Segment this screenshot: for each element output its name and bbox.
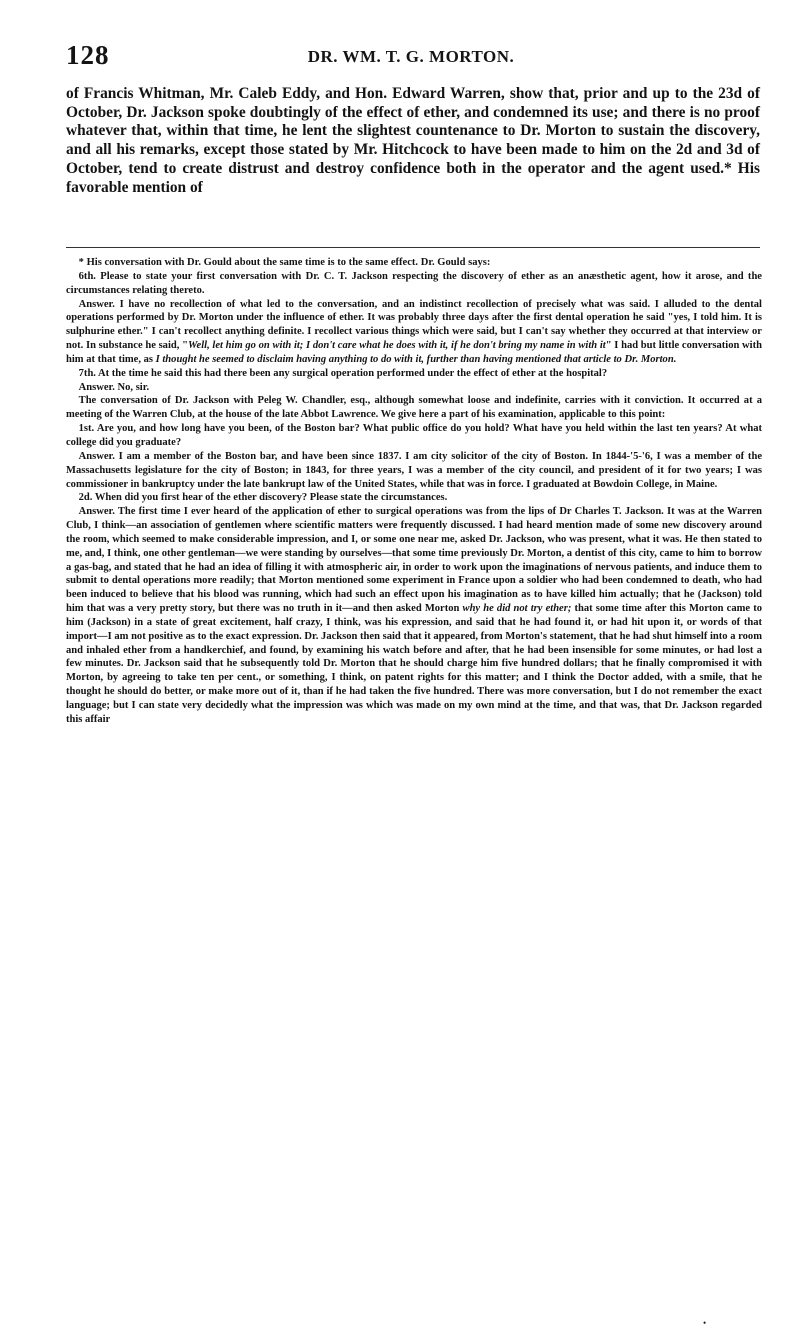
main-text: [66, 85, 760, 197]
answer-6-text-2: " I had but little conversation with him at that time, as: [66, 340, 762, 365]
question-1: 1st. Are you, and how long have you been, of the Boston bar? What public office do you hold? What have you held within the last ten years? At what college did you graduate?: [66, 423, 762, 448]
running-title: DR. WM. T. G. MORTON.: [307, 47, 515, 66]
question-7: 7th. At the time he said this had there been any surgical operation performed under the effect of ether at the hospital?: [78, 367, 608, 379]
answer-7: Answer. No, sir.: [78, 381, 150, 393]
footnote-intro: * His conversation with Dr. Gould about the same time is to the same effect. Dr. Gould says:: [78, 257, 491, 268]
answer-2-text-2: that some time after this Morton came to him (Jackson) in a state of great excitement, half crazy, I think, was his expression, and said that he had found it, or had hit upon it, or words of that import—I am not positive as to the exact expression. Dr. Jackson then said that it appeared, from Morton's statement, that he had shut himself into a room and inhaled ether from a handkerchief, and found, by examining his watch before and after, that he had been insensible for some minutes, or had lost a few minutes. Dr. Jackson said that he subsequently told Dr. Morton that he should charge him five hundred dollars; that he finally compromised it with Morton, by agreeing to take ten per cent., or something, I think, on patent rights for this matter; and I think the Doctor added, with a smile, that he thought he should do better, or make more out of it, than if he had taken the five hundred. There was more conversation, but I do not remember the exact language; but I can state very decidedly what the impression was which was made on my own mind at the time, and that was, that Dr. Jackson regarded this affair: [66, 603, 763, 725]
page-header: [66, 40, 756, 70]
page-number: 128: [66, 40, 110, 70]
answer-6-quote: Well, let him go on with it; I don't care what he does with it, if he don't bring my name in with it: [187, 340, 606, 352]
answer-6-emphasis: I thought he seemed to disclaim having anything to do with it, further than having mentioned that article to Dr. Morton.: [155, 353, 677, 365]
answer-2-text: Answer. The first time I ever heard of the application of ether to surgical operations was from the lips of Dr Charles T. Jackson. It was at the Warren Club, I think—an association of gentlemen where scientific matters were frequently discussed. I had heard mention made of some new discovery around the room, which seemed to make considerable impression, and I, or some one near me, asked Dr. Jackson, who was present, what it was. He then stated to me, and, I think, one other gentleman—we were standing by ourselves—that some time previously Dr. Morton, a dentist of this city, came to him to borrow a gas-bag, and stated that he had an idea of filling it with atmospheric air, in order to work upon the imaginations of nervous patients, and induce them to submit to dental operations more readily; that Morton mentioned some experiment in France upon a soldier who had been condemned to death, who had been induced to believe that his blood was running, which had such an effect upon his imagination as to have killed him actually; that he (Jackson) told him that was a very pretty story, but there was no truth in it—and then asked Morton: [66, 506, 762, 615]
chandler-intro: The conversation of Dr. Jackson with Peleg W. Chandler, esq., although somewhat loose and indefinite, carries with it conviction. It occurred at a meeting of the Warren Club, at the house of the late Abbot Lawrence. We give here a part of his examination, applicable to this point:: [66, 395, 762, 421]
question-6: 6th. Please to state your first conversation with Dr. C. T. Jackson respecting the discovery of ether as an anæsthetic agent, how it arose, and the circumstances relating thereto.: [66, 270, 762, 296]
body-paragraph: of Francis Whitman, Mr. Caleb Eddy, and Hon. Edward Warren, show that, prior and up to the 23d of October, Dr. Jackson spoke doubtingly of the effect of ether, and condemned its use; and there is no proof whatever that, within that time, he lent the slightest countenance to Dr. Morton to sustain the discovery, and all his remarks, except those stated by Mr. Hitchcock to have been made to him on the 2d and 3d of October, tend to create distrust and destroy confidence both in the operator and the agent used.* His favorable mention of: [66, 85, 760, 196]
question-2: 2d. When did you first hear of the ether discovery? Please state the circumstances.: [78, 492, 448, 504]
answer-2: [66, 505, 762, 727]
footnote-rule: [66, 247, 760, 248]
answer-1: Answer. I am a member of the Boston bar, and have been since 1837. I am city solicitor of the city of Boston. In 1844-'5-'6, I was a member of the Massachusetts legislature for the city of Boston; in 1843, for three years, I was a member of the city council, and president of it for two years; I was commissioner in bankruptcy under the late bankrupt law of the United States, while that was in force. I graduated at Bowdoin College, in Maine.: [66, 450, 762, 490]
answer-2-emphasis: why he did not try ether;: [462, 603, 572, 615]
answer-6: [66, 298, 762, 367]
footer-bullet: •: [703, 1318, 707, 1328]
footnote: [66, 256, 762, 727]
answer-6-text: Answer. I have no recollection of what led to the conversation, and an indistinct recollection of precisely what was said. I alluded to the dental operations performed by Dr. Morton under the influence of ether. It was probably three days after the first dental operation he said "yes, I told him. It is sulphurine ether." I can't recollect anything definite. I recollect various things which were said, but I can't say whether they occurred at that interview or not. In substance he said, ": [66, 298, 762, 352]
